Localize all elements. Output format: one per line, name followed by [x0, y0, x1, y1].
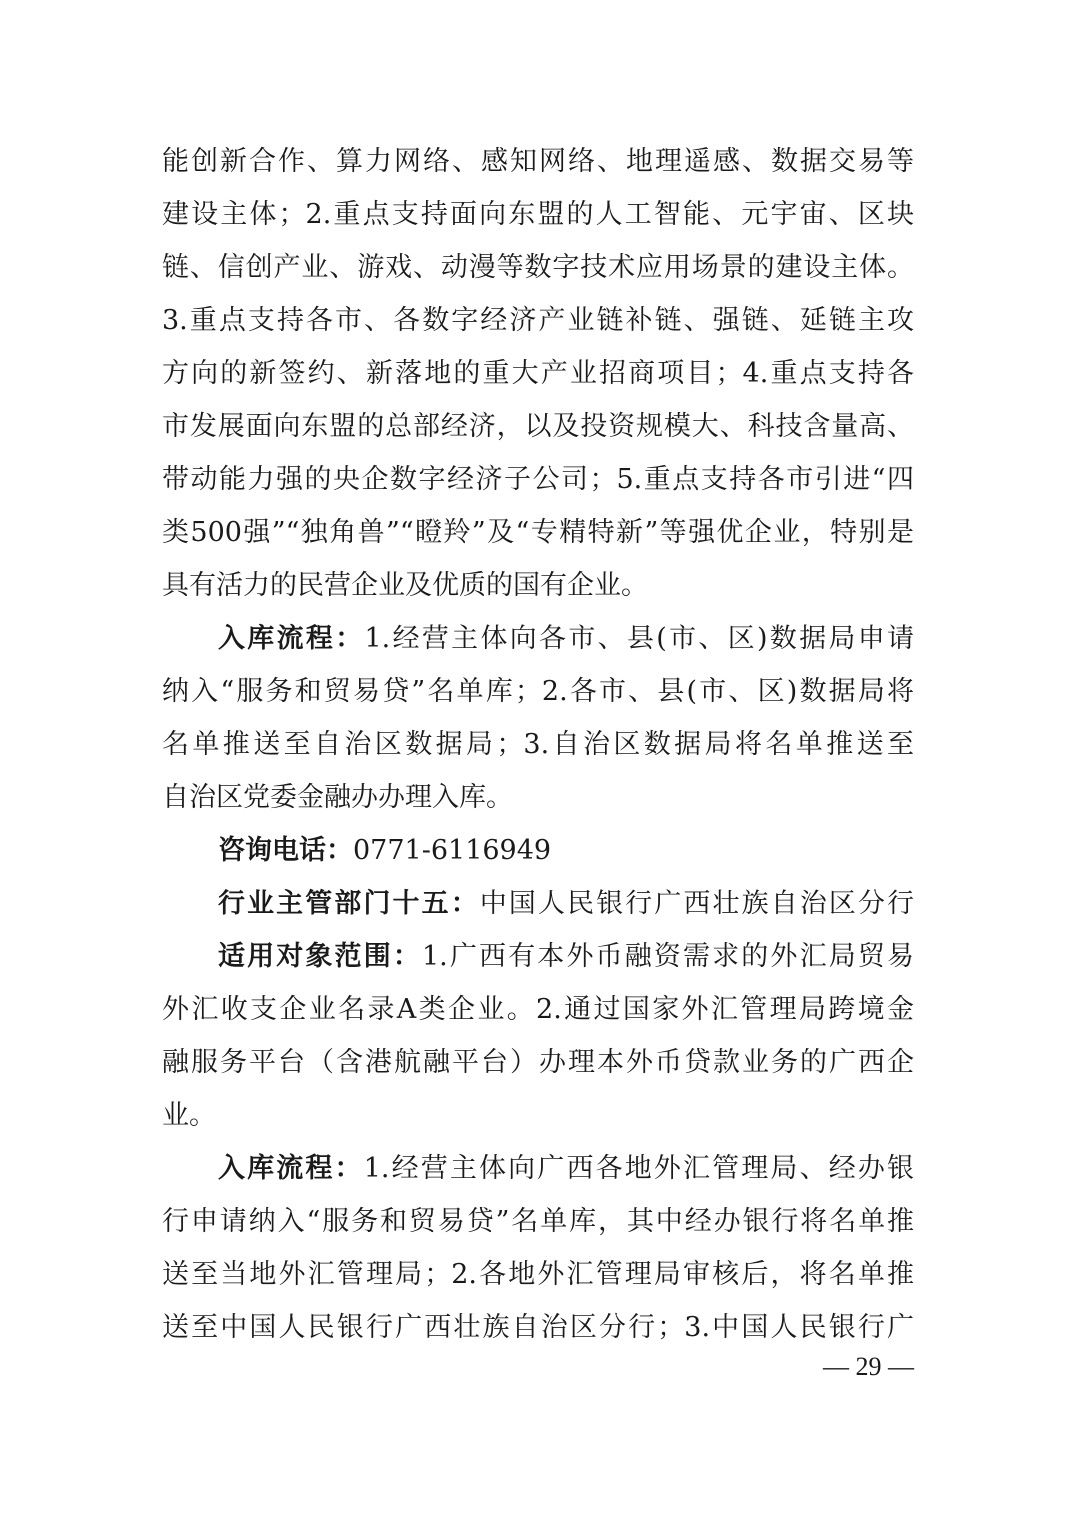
section-label: 咨询电话： — [218, 835, 353, 866]
text-line: 类500强”“独角兽”“瞪羚”及“专精特新”等强优企业，特别是 — [162, 517, 914, 548]
text-line: 入库流程：1.经营主体向各市、县(市、区)数据局申请 — [218, 623, 915, 654]
text-line: 业。 — [162, 1100, 216, 1131]
text-line: 行业主管部门十五：中国人民银行广西壮族自治区分行 — [218, 888, 915, 919]
page-number: — 29 — — [823, 1352, 914, 1381]
section-label: 适用对象范围： — [218, 941, 422, 972]
section-label: 入库流程： — [218, 1153, 364, 1184]
text-line: 纳入“服务和贸易贷”名单库；2.各市、县(市、区)数据局将 — [162, 676, 914, 707]
text-line: 自治区党委金融办办理入库。 — [162, 782, 513, 813]
text-line: 咨询电话：0771-6116949 — [218, 835, 552, 866]
text-line: 市发展面向东盟的总部经济，以及投资规模大、科技含量高、 — [162, 411, 914, 442]
text-line: 送至中国人民银行广西壮族自治区分行；3.中国人民银行广 — [162, 1312, 914, 1343]
text-line: 外汇收支企业名录A类企业。2.通过国家外汇管理局跨境金 — [162, 994, 914, 1025]
text-line: 能创新合作、算力网络、感知网络、地理遥感、数据交易等 — [162, 146, 914, 177]
text-line: 带动能力强的央企数字经济子公司；5.重点支持各市引进“四 — [162, 464, 914, 495]
text-line: 融服务平台（含港航融平台）办理本外币贷款业务的广西企 — [162, 1047, 914, 1078]
text-line: 送至当地外汇管理局；2.各地外汇管理局审核后，将名单推 — [162, 1259, 914, 1290]
section-label: 行业主管部门十五： — [218, 888, 480, 919]
text-line: 行申请纳入“服务和贸易贷”名单库，其中经办银行将名单推 — [162, 1206, 914, 1237]
text-line: 适用对象范围：1.广西有本外币融资需求的外汇局贸易 — [218, 941, 914, 972]
text-line: 入库流程：1.经营主体向广西各地外汇管理局、经办银 — [218, 1153, 914, 1184]
text-line: 名单推送至自治区数据局；3.自治区数据局将名单推送至 — [162, 729, 914, 760]
text-line: 具有活力的民营企业及优质的国有企业。 — [162, 570, 648, 601]
document-body — [162, 135, 914, 1354]
text-line: 建设主体；2.重点支持面向东盟的人工智能、元宇宙、区块 — [162, 199, 914, 230]
text-line: 3.重点支持各市、各数字经济产业链补链、强链、延链主攻 — [162, 305, 914, 336]
text-line: 方向的新签约、新落地的重大产业招商项目；4.重点支持各 — [162, 358, 914, 389]
text-line: 链、信创产业、游戏、动漫等数字技术应用场景的建设主体。 — [162, 252, 914, 283]
section-label: 入库流程： — [218, 623, 365, 654]
